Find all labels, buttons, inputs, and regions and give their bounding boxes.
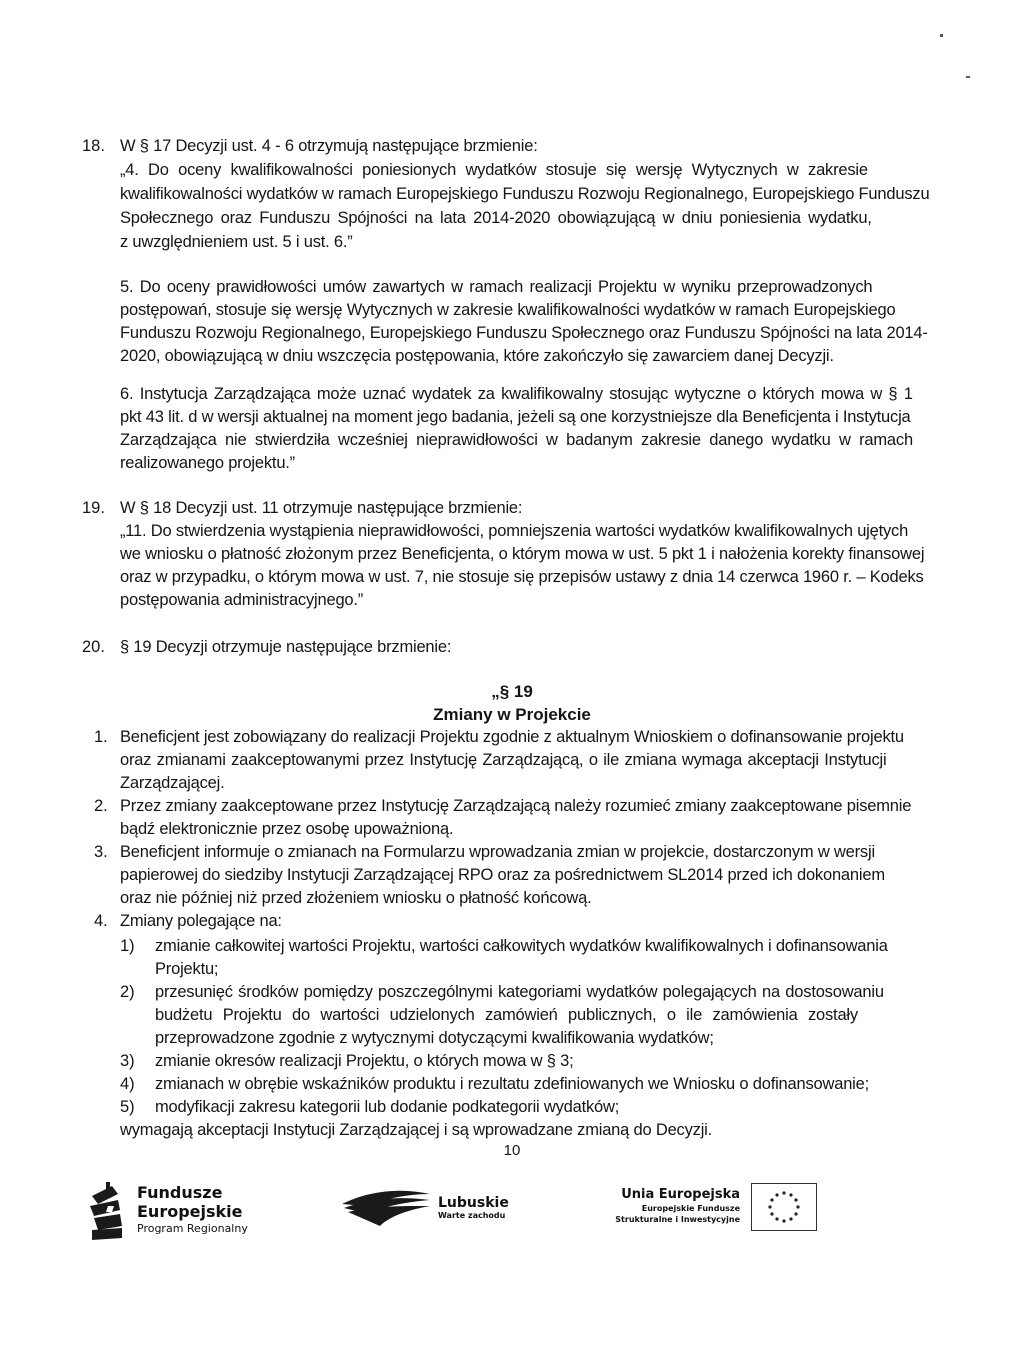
text-line: pkt 43 lit. d w wersji aktualnej na moment jego badania, jeżeli są one korzystniejsze dla Beneficjenta i Instytucja: [120, 408, 911, 426]
text-line: oraz w przypadku, o którym mowa w ust. 7, nie stosuje się przepisów ustawy z dnia 14 czerwca 1960 r. – Kodeks: [120, 568, 924, 586]
text-line: 2020, obowiązującą w dniu wszczęcia postępowania, które zakończyło się zawarciem danej Decyzji.: [120, 347, 834, 365]
text-line: Społecznego oraz Funduszu Spójności na lata 2014-2020 obowiązującą w dniu poniesienia wydatku,: [120, 209, 872, 227]
logo-line: Europejskie: [137, 1202, 243, 1221]
section-heading: „§ 19: [491, 682, 533, 701]
text-line: papierowej do siedziby Instytucji Zarządzającej RPO oraz za pośrednictwem SL2014 przed ich dokonaniem: [120, 866, 885, 884]
text-line: zmianach w obrębie wskaźników produktu i rezultatu zdefiniowanych we Wniosku o dofinansowanie;: [155, 1075, 870, 1093]
section-title: Zmiany w Projekcie: [433, 705, 591, 724]
text-line: 5. Do oceny prawidłowości umów zawartych w ramach realizacji Projektu w wyniku przeprowadzonych: [120, 278, 873, 296]
text-line: Funduszu Rozwoju Regionalnego, Europejskiego Funduszu Społecznego oraz Funduszu Spójności na lata 2014-: [120, 324, 928, 342]
text-line: Zarządzającej.: [120, 774, 225, 792]
text-line: modyfikacji zakresu kategorii lub dodanie podkategorii wydatków;: [155, 1098, 620, 1116]
item-intro: W § 17 Decyzji ust. 4 - 6 otrzymują następujące brzmienie:: [120, 137, 538, 155]
logo-line: Program Regionalny: [137, 1222, 248, 1235]
logo-line: Lubuskie: [438, 1195, 509, 1211]
subpoint-number: 5): [120, 1098, 135, 1116]
point-number: 2.: [94, 797, 108, 815]
closing-line: wymagają akceptacji Instytucji Zarządzającej i są wprowadzane zmianą do Decyzji.: [120, 1121, 713, 1139]
subpoint-number: 3): [120, 1052, 135, 1070]
text-line: zmianie okresów realizacji Projektu, o których mowa w § 3;: [155, 1052, 574, 1070]
text-line: we wniosku o płatność złożonym przez Beneficjenta, o którym mowa w ust. 5 pkt 1 i nałożenia korekty finansowej: [120, 545, 925, 563]
text-line: budżetu Projektu do wartości udzielonych zamówień publicznych, o ile zamówienia zostały: [155, 1006, 858, 1024]
text-line: Beneficjent informuje o zmianach na Formularzu wprowadzania zmian w projekcie, dostarczonym w wersji: [120, 843, 875, 861]
point-number: 3.: [94, 843, 108, 861]
logo-line: Europejskie Fundusze: [641, 1204, 740, 1213]
text-line: bądź elektronicznie przez osobę upoważnioną.: [120, 820, 454, 838]
text-line: kwalifikowalności wydatków w ramach Europejskiego Funduszu Rozwoju Regionalnego, Europejskiego Funduszu: [120, 185, 930, 203]
subpoint-number: 1): [120, 937, 135, 955]
scan-speck: [940, 34, 943, 37]
item-intro: § 19 Decyzji otrzymuje następujące brzmienie:: [120, 638, 452, 656]
text-line: z uwzględnieniem ust. 5 i ust. 6.”: [120, 233, 353, 251]
text-line: Beneficjent jest zobowiązany do realizacji Projektu zgodnie z aktualnym Wnioskiem o dofinansowanie projektu: [120, 728, 904, 746]
eu-stars-icon: [752, 1184, 816, 1230]
item-number: 19.: [82, 499, 105, 517]
text-line: realizowanego projektu.”: [120, 454, 295, 472]
text-line: zmianie całkowitej wartości Projektu, wartości całkowitych wydatków kwalifikowalnych i dofinansowania: [155, 937, 888, 955]
text-line: postępowań, stosuje się wersję Wytycznych w zakresie kwalifikowalności wydatków w ramach Europejskiego: [120, 301, 896, 319]
point-intro: Zmiany polegające na:: [120, 912, 282, 930]
lubuskie-text: [438, 1196, 509, 1220]
text-line: przeprowadzone zgodnie z wytycznymi dotyczącymi kwalifikowania wydatków;: [155, 1029, 714, 1047]
logo-line: Unia Europejska: [621, 1187, 740, 1202]
text-line: 6. Instytucja Zarządzająca może uznać wydatek za kwalifikowalny stosując wytyczne o których mowa w § 1: [120, 385, 913, 403]
point-number: 1.: [94, 728, 108, 746]
fundusze-europejskie-logo-icon: [86, 1180, 132, 1242]
text-line: oraz nie później niż przed złożeniem wniosku o płatność końcową.: [120, 889, 592, 907]
text-line: Przez zmiany zaakceptowane przez Instytucję Zarządzającą należy rozumieć zmiany zaakceptowane pisemnie: [120, 797, 912, 815]
logo-line: Fundusze: [137, 1183, 223, 1202]
eu-flag-icon: [751, 1183, 817, 1231]
point-number: 4.: [94, 912, 108, 930]
fundusze-europejskie-text: [137, 1183, 248, 1236]
item-number: 18.: [82, 137, 105, 155]
unia-europejska-text: [608, 1186, 740, 1225]
logo-line: Warte zachodu: [438, 1211, 506, 1220]
text-line: postępowania administracyjnego.”: [120, 591, 364, 609]
logo-line: Strukturalne i Inwestycyjne: [615, 1215, 740, 1224]
text-line: przesunięć środków pomiędzy poszczególnymi kategoriami wydatków polegających na dostosowaniu: [155, 983, 884, 1001]
text-line: oraz zmianami zaakceptowanymi przez Instytucję Zarządzającą, o ile zmiana wymaga akceptacji Instytucji: [120, 751, 887, 769]
item-number: 20.: [82, 638, 105, 656]
text-line: „4. Do oceny kwalifikowalności poniesionych wydatków stosuje się wersję Wytycznych w zakresie: [120, 161, 868, 179]
text-line: „11. Do stwierdzenia wystąpienia nieprawidłowości, pomniejszenia wartości wydatków kwalifikowalnych ujętych: [120, 522, 909, 540]
text-line: Projektu;: [155, 960, 219, 978]
subpoint-number: 2): [120, 983, 135, 1001]
scan-speck: [966, 76, 970, 78]
lubuskie-logo-icon: [340, 1184, 432, 1230]
text-line: Zarządzająca nie stwierdziła wcześniej nieprawidłowości w badanym zakresie danego wydatku w ramach: [120, 431, 913, 449]
page-number: 10: [503, 1142, 521, 1159]
item-intro: W § 18 Decyzji ust. 11 otrzymuje następujące brzmienie:: [120, 499, 523, 517]
subpoint-number: 4): [120, 1075, 135, 1093]
